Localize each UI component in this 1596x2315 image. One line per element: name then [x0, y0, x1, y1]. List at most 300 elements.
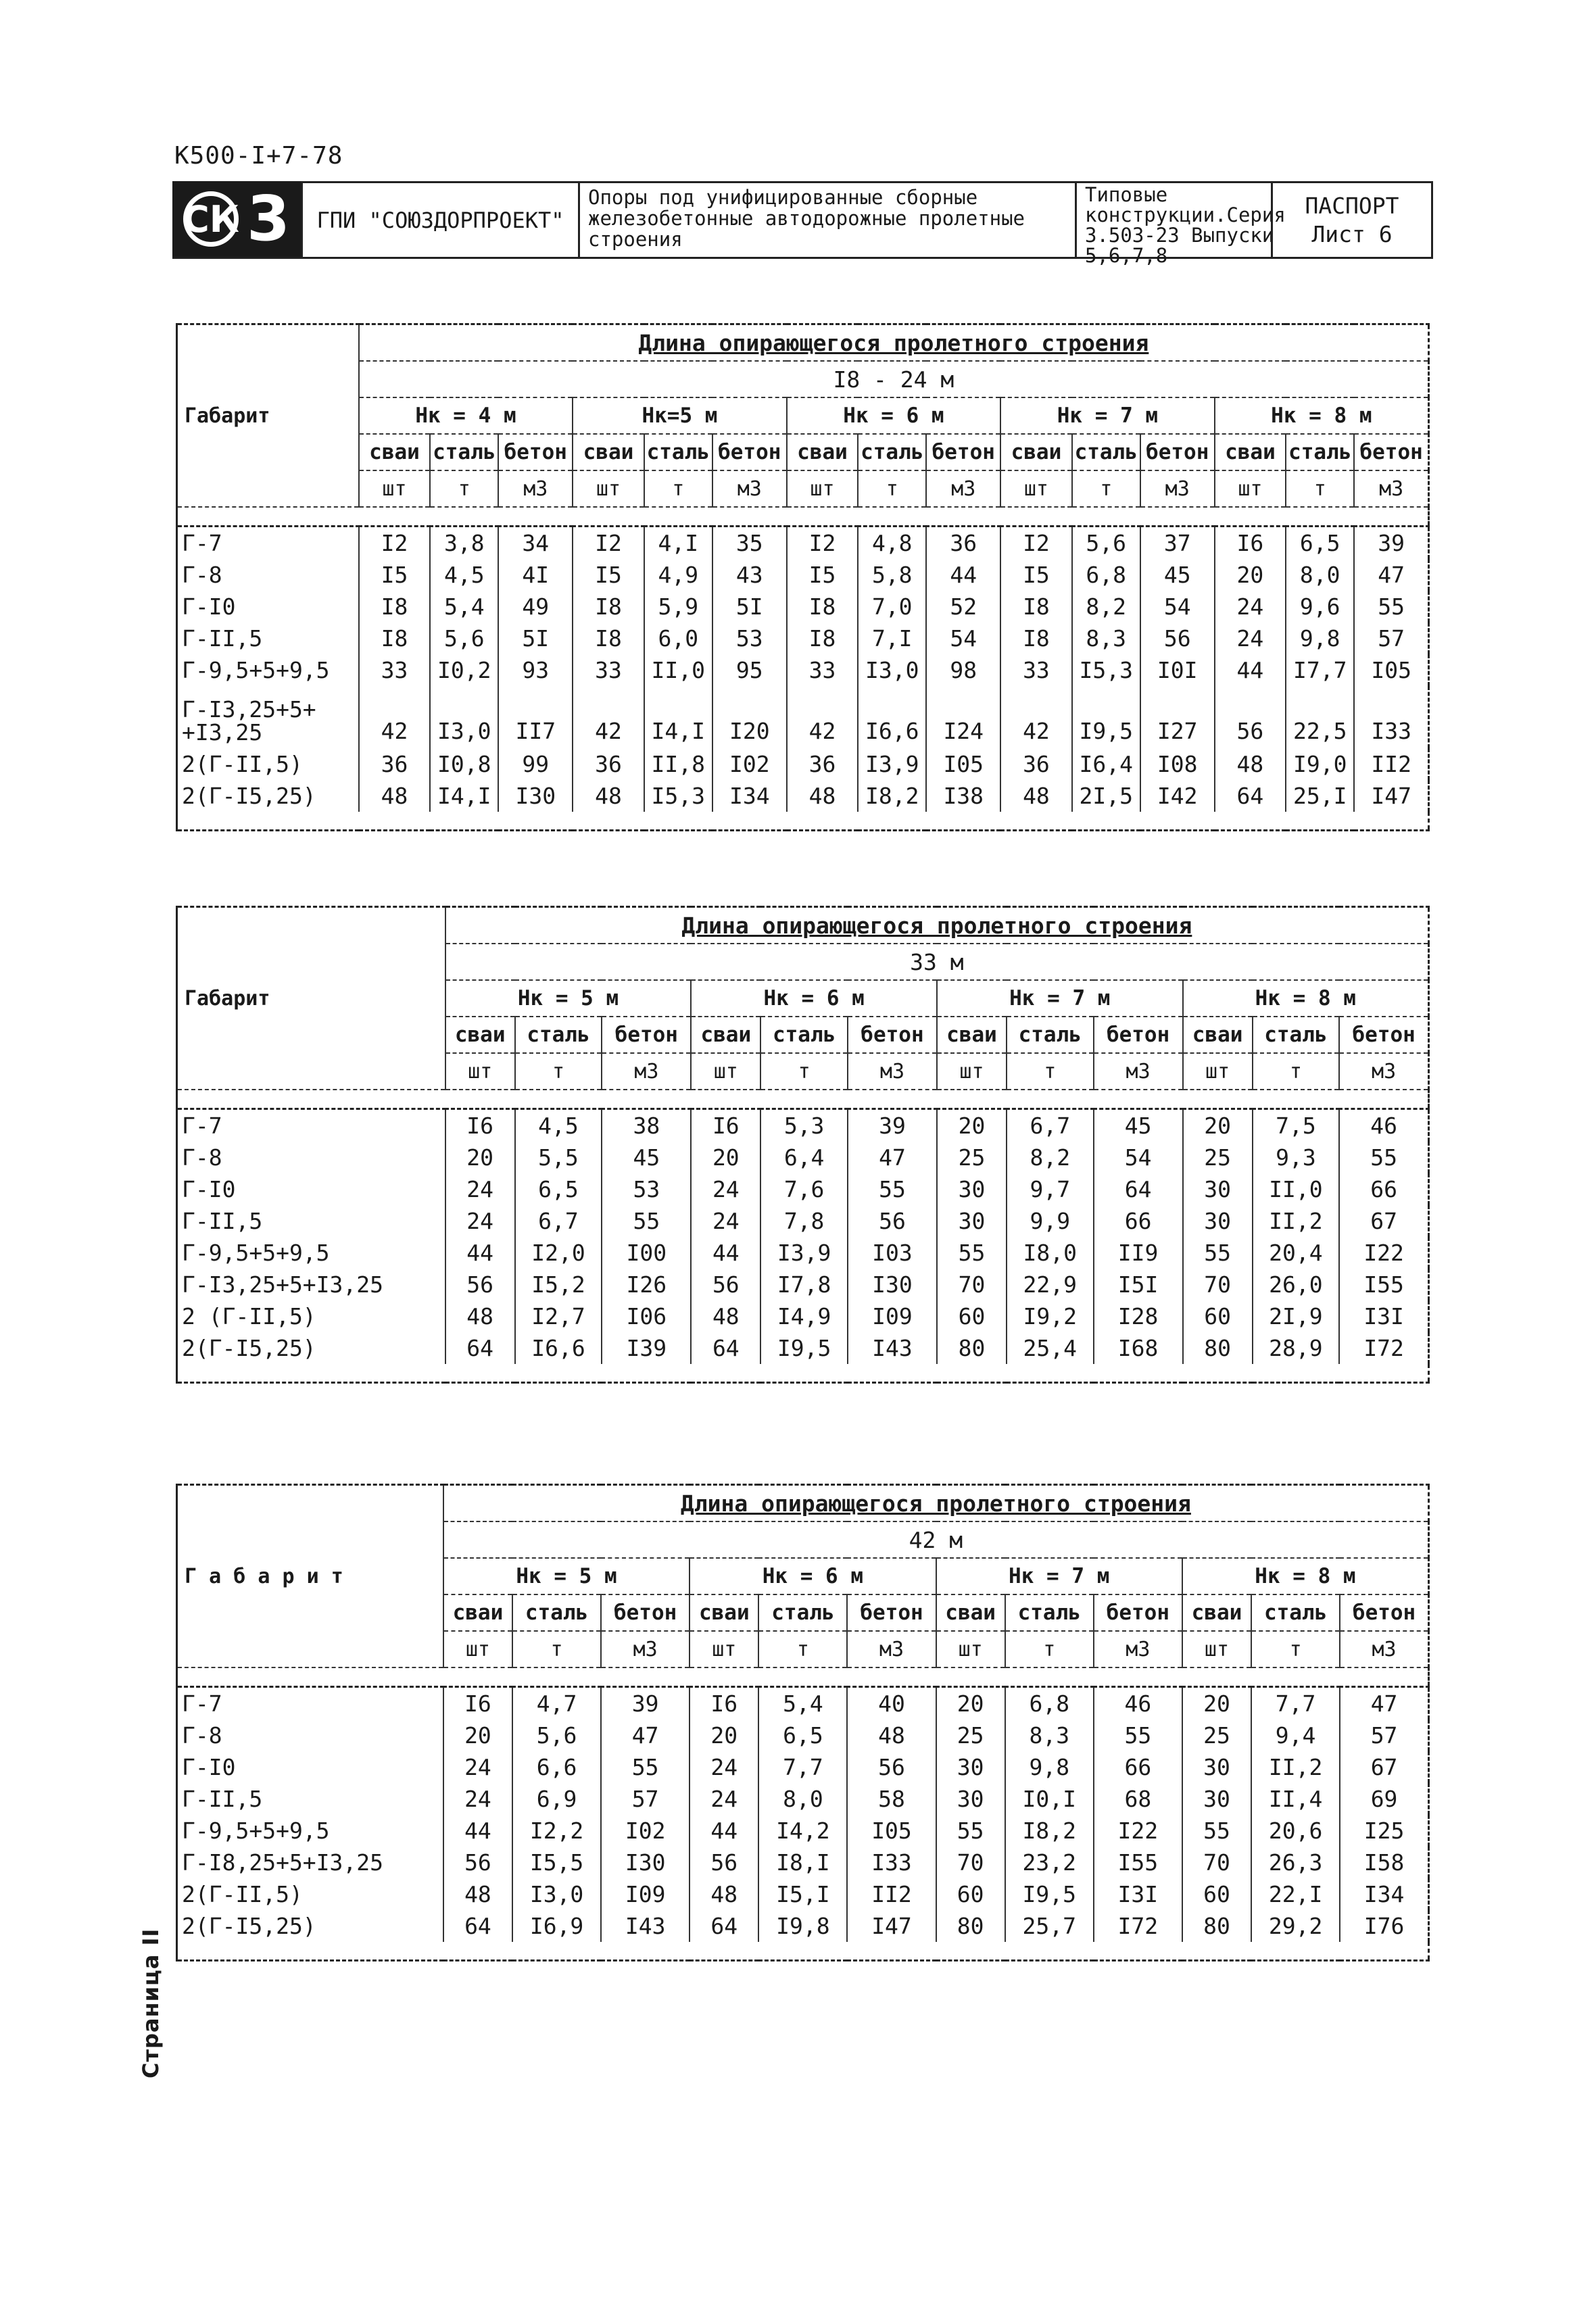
gabarit-name: Г-9,5+5+9,5	[177, 654, 359, 686]
value-cell: 48	[690, 1878, 758, 1910]
value-cell: I8,0	[1007, 1237, 1094, 1269]
value-cell: I9,2	[1007, 1300, 1094, 1332]
column-unit: м3	[1094, 1631, 1182, 1667]
value-cell: I33	[847, 1847, 936, 1878]
value-cell: 44	[690, 1815, 758, 1847]
value-cell: I55	[1094, 1847, 1182, 1878]
logo-letters: СК	[183, 191, 239, 247]
value-cell: I5,3	[644, 780, 712, 812]
value-cell: I3I	[1094, 1878, 1182, 1910]
value-cell: 56	[443, 1847, 512, 1878]
value-cell: I27	[1140, 686, 1215, 748]
value-cell: 8,2	[1007, 1142, 1094, 1173]
value-cell: 20	[691, 1142, 760, 1173]
value-cell: II,2	[1253, 1205, 1340, 1237]
value-cell: 57	[601, 1783, 690, 1815]
value-cell: 60	[1182, 1878, 1251, 1910]
value-cell: I4,I	[644, 686, 712, 748]
column-unit: шт	[787, 470, 859, 507]
value-cell: I26	[602, 1269, 691, 1300]
column-unit: т	[858, 470, 926, 507]
value-cell: 56	[445, 1269, 515, 1300]
value-cell: 30	[1182, 1751, 1251, 1783]
value-cell: 24	[1215, 623, 1286, 654]
gabarit-name: Г-9,5+5+9,5	[177, 1815, 443, 1847]
gabarit-name: Г-I3,25+5+I3,25	[177, 1269, 445, 1300]
value-cell: 66	[1094, 1751, 1182, 1783]
value-cell: 55	[848, 1173, 937, 1205]
value-cell: I72	[1094, 1910, 1182, 1942]
value-cell: 20	[1215, 559, 1286, 591]
column-unit: шт	[1183, 1053, 1253, 1090]
table-row	[177, 1300, 1429, 1332]
value-cell: 70	[937, 1269, 1007, 1300]
value-cell: 24	[445, 1205, 515, 1237]
value-cell: 56	[690, 1847, 758, 1878]
column-name: сваи	[787, 434, 859, 470]
column-name: сваи	[937, 1017, 1007, 1053]
value-cell: 53	[602, 1173, 691, 1205]
value-cell: I09	[848, 1300, 937, 1332]
value-cell: I06	[602, 1300, 691, 1332]
column-unit: шт	[937, 1053, 1007, 1090]
value-cell: 2I,9	[1253, 1300, 1340, 1332]
value-cell: 5,3	[760, 1109, 848, 1142]
value-cell: I8	[359, 623, 431, 654]
value-cell: I43	[848, 1332, 937, 1364]
column-unit: т	[758, 1631, 847, 1667]
value-cell: 9,6	[1286, 591, 1354, 623]
gabarit-name: Г-7	[177, 527, 359, 560]
value-cell: 56	[847, 1751, 936, 1783]
value-cell: 22,9	[1007, 1269, 1094, 1300]
value-cell: 48	[573, 780, 644, 812]
column-unit: шт	[443, 1631, 512, 1667]
value-cell: 45	[602, 1142, 691, 1173]
value-cell: 20,6	[1251, 1815, 1340, 1847]
span-title: Длина опирающегося пролетного строения	[359, 324, 1429, 362]
value-cell: 66	[1339, 1173, 1428, 1205]
organization-name: ГПИ "СОЮЗДОРПРОЕКТ"	[301, 183, 578, 257]
value-cell: I02	[601, 1815, 690, 1847]
value-cell: 68	[1094, 1783, 1182, 1815]
spacer-cell	[177, 1364, 1429, 1383]
value-cell: 36	[926, 527, 1000, 560]
value-cell: 33	[787, 654, 859, 686]
value-cell: 20	[1183, 1109, 1253, 1142]
value-cell: I0,2	[430, 654, 498, 686]
value-cell: I05	[847, 1815, 936, 1847]
value-cell: 58	[847, 1783, 936, 1815]
gabarit-name: Г-II,5	[177, 1783, 443, 1815]
value-cell: 36	[573, 748, 644, 780]
value-cell: I24	[926, 686, 1000, 748]
value-cell: I8,2	[1005, 1815, 1094, 1847]
value-cell: 80	[1183, 1332, 1253, 1364]
value-cell: 42	[573, 686, 644, 748]
gabarit-header: Г а б а р и т	[177, 1485, 443, 1668]
value-cell: I72	[1339, 1332, 1428, 1364]
value-cell: I5,5	[512, 1847, 601, 1878]
gabarit-name: Г-I3,25+5+ +I3,25	[177, 686, 359, 748]
table-row	[177, 1237, 1429, 1269]
value-cell: 24	[443, 1783, 512, 1815]
column-unit: м3	[498, 470, 573, 507]
column-unit: м3	[1140, 470, 1215, 507]
column-unit: м3	[601, 1631, 690, 1667]
value-cell: 38	[602, 1109, 691, 1142]
value-cell: 7,7	[1251, 1687, 1340, 1720]
value-cell: I9,5	[760, 1332, 848, 1364]
value-cell: 39	[1354, 527, 1428, 560]
gabarit-header: Габарит	[177, 907, 445, 1090]
value-cell: 9,7	[1007, 1173, 1094, 1205]
value-cell: II2	[847, 1878, 936, 1910]
table-span-18-24	[176, 323, 1430, 831]
value-cell: 48	[1000, 780, 1072, 812]
spacer-cell	[177, 1090, 1429, 1109]
column-unit: шт	[691, 1053, 760, 1090]
column-unit: м3	[602, 1053, 691, 1090]
value-cell: 9,8	[1286, 623, 1354, 654]
value-cell: 9,8	[1005, 1751, 1094, 1783]
value-cell: 6,7	[1007, 1109, 1094, 1142]
value-cell: 4,5	[430, 559, 498, 591]
value-cell: I30	[601, 1847, 690, 1878]
value-cell: 54	[926, 623, 1000, 654]
value-cell: I05	[1354, 654, 1428, 686]
value-cell: 80	[1182, 1910, 1251, 1942]
value-cell: I55	[1339, 1269, 1428, 1300]
value-cell: I6,6	[515, 1332, 602, 1364]
hk-header: Нк = 6 м	[690, 1558, 936, 1594]
column-name: сталь	[515, 1017, 602, 1053]
column-unit: шт	[1000, 470, 1072, 507]
column-unit: м3	[926, 470, 1000, 507]
table-row	[177, 623, 1429, 654]
value-cell: 6,5	[515, 1173, 602, 1205]
column-name: сталь	[1286, 434, 1354, 470]
span-title: Длина опирающегося пролетного строения	[445, 907, 1429, 944]
value-cell: 30	[936, 1783, 1005, 1815]
value-cell: 47	[848, 1142, 937, 1173]
value-cell: I4,9	[760, 1300, 848, 1332]
column-name: сталь	[758, 1594, 847, 1631]
column-unit: т	[430, 470, 498, 507]
value-cell: 20	[443, 1720, 512, 1751]
column-unit: т	[512, 1631, 601, 1667]
value-cell: 45	[1094, 1109, 1183, 1142]
value-cell: 52	[926, 591, 1000, 623]
value-cell: I9,0	[1286, 748, 1354, 780]
value-cell: 8,0	[1286, 559, 1354, 591]
value-cell: I8,I	[758, 1847, 847, 1878]
value-cell: 22,I	[1251, 1878, 1340, 1910]
value-cell: 7,5	[1253, 1109, 1340, 1142]
value-cell: 8,3	[1005, 1720, 1094, 1751]
value-cell: I9,8	[758, 1910, 847, 1942]
value-cell: 5I	[498, 623, 573, 654]
value-cell: I47	[847, 1910, 936, 1942]
column-unit: т	[1253, 1053, 1340, 1090]
value-cell: 56	[848, 1205, 937, 1237]
value-cell: 55	[602, 1205, 691, 1237]
column-name: сваи	[1183, 1017, 1253, 1053]
value-cell: 6,9	[512, 1783, 601, 1815]
value-cell: I0,8	[430, 748, 498, 780]
value-cell: 25	[936, 1720, 1005, 1751]
value-cell: 60	[937, 1300, 1007, 1332]
value-cell: 24	[445, 1173, 515, 1205]
value-cell: 5,9	[644, 591, 712, 623]
column-unit: м3	[1354, 470, 1428, 507]
value-cell: I2,2	[512, 1815, 601, 1847]
value-cell: 25	[937, 1142, 1007, 1173]
column-unit: м3	[1339, 1053, 1428, 1090]
gabarit-name: 2 (Г-II,5)	[177, 1300, 445, 1332]
value-cell: 70	[1182, 1847, 1251, 1878]
value-cell: 43	[712, 559, 787, 591]
column-name: сталь	[1007, 1017, 1094, 1053]
value-cell: I7,8	[760, 1269, 848, 1300]
sheet-info	[1271, 183, 1431, 257]
value-cell: 57	[1354, 623, 1428, 654]
column-unit: шт	[359, 470, 431, 507]
value-cell: 20	[936, 1687, 1005, 1720]
value-cell: 5,6	[512, 1720, 601, 1751]
value-cell: 98	[926, 654, 1000, 686]
value-cell: 55	[936, 1815, 1005, 1847]
value-cell: 36	[787, 748, 859, 780]
value-cell: 66	[1094, 1205, 1183, 1237]
table-row	[177, 1205, 1429, 1237]
table-span-42	[176, 1484, 1430, 1961]
value-cell: 64	[690, 1910, 758, 1942]
column-name: сталь	[644, 434, 712, 470]
column-name: сваи	[691, 1017, 760, 1053]
value-cell: 99	[498, 748, 573, 780]
value-cell: 55	[1094, 1720, 1182, 1751]
column-name: сваи	[690, 1594, 758, 1631]
value-cell: 44	[1215, 654, 1286, 686]
column-name: бетон	[602, 1017, 691, 1053]
gabarit-name: Г-II,5	[177, 1205, 445, 1237]
gabarit-name: 2(Г-I5,25)	[177, 780, 359, 812]
value-cell: 7,I	[858, 623, 926, 654]
value-cell: I3,0	[858, 654, 926, 686]
value-cell: 6,8	[1072, 559, 1140, 591]
column-name: сталь	[858, 434, 926, 470]
column-unit: т	[760, 1053, 848, 1090]
column-unit: т	[1251, 1631, 1340, 1667]
value-cell: I8	[1000, 623, 1072, 654]
table-row	[177, 686, 1429, 748]
table-row	[177, 748, 1429, 780]
value-cell: 55	[937, 1237, 1007, 1269]
hk-header: Нк = 5 м	[445, 980, 692, 1017]
value-cell: I2	[1000, 527, 1072, 560]
column-unit: т	[1005, 1631, 1094, 1667]
table-row	[177, 1878, 1429, 1910]
value-cell: 47	[1340, 1687, 1428, 1720]
value-cell: II,2	[1251, 1751, 1340, 1783]
value-cell: 28,9	[1253, 1332, 1340, 1364]
column-unit: т	[1007, 1053, 1094, 1090]
value-cell: I42	[1140, 780, 1215, 812]
value-cell: I6	[443, 1687, 512, 1720]
organization-logo	[172, 181, 301, 257]
value-cell: 47	[601, 1720, 690, 1751]
column-unit: м3	[712, 470, 787, 507]
document-description: Опоры под унифицированные сборные железобетонные автодорожные пролетные строения	[578, 183, 1075, 257]
table-row	[177, 1783, 1429, 1815]
column-name: бетон	[712, 434, 787, 470]
value-cell: 55	[1339, 1142, 1428, 1173]
value-cell: I33	[1354, 686, 1428, 748]
value-cell: 95	[712, 654, 787, 686]
value-cell: 55	[1354, 591, 1428, 623]
table-span-33	[176, 906, 1430, 1384]
gabarit-name: 2(Г-II,5)	[177, 748, 359, 780]
column-name: сталь	[430, 434, 498, 470]
column-name: бетон	[926, 434, 1000, 470]
value-cell: I7,7	[1286, 654, 1354, 686]
value-cell: II2	[1354, 748, 1428, 780]
column-name: сваи	[936, 1594, 1005, 1631]
column-name: сваи	[573, 434, 644, 470]
document-type: ПАСПОРТ	[1305, 192, 1399, 219]
value-cell: 8,0	[758, 1783, 847, 1815]
value-cell: 44	[926, 559, 1000, 591]
value-cell: 9,4	[1251, 1720, 1340, 1751]
value-cell: 5I	[712, 591, 787, 623]
column-name: сваи	[1182, 1594, 1251, 1631]
value-cell: I25	[1340, 1815, 1428, 1847]
value-cell: I22	[1094, 1815, 1182, 1847]
span-length: I8 - 24 м	[359, 361, 1429, 397]
hk-header: Нк=5 м	[573, 397, 786, 434]
value-cell: I30	[848, 1269, 937, 1300]
value-cell: 48	[1215, 748, 1286, 780]
hk-header: Нк = 6 м	[691, 980, 937, 1017]
value-cell: I2,0	[515, 1237, 602, 1269]
column-unit: т	[644, 470, 712, 507]
value-cell: 7,6	[760, 1173, 848, 1205]
gabarit-name: 2(Г-I5,25)	[177, 1910, 443, 1942]
value-cell: 5,6	[1072, 527, 1140, 560]
value-cell: 64	[1094, 1173, 1183, 1205]
column-unit: шт	[1215, 470, 1286, 507]
hk-header: Нк = 8 м	[1215, 397, 1429, 434]
span-title: Длина опирающегося пролетного строения	[443, 1485, 1429, 1522]
value-cell: I30	[498, 780, 573, 812]
gabarit-name: Г-8	[177, 1142, 445, 1173]
value-cell: I2	[359, 527, 431, 560]
value-cell: 24	[690, 1783, 758, 1815]
value-cell: 30	[937, 1205, 1007, 1237]
value-cell: I3,0	[512, 1878, 601, 1910]
value-cell: 42	[787, 686, 859, 748]
value-cell: 7,8	[760, 1205, 848, 1237]
value-cell: 22,5	[1286, 686, 1354, 748]
value-cell: 8,2	[1072, 591, 1140, 623]
value-cell: I22	[1339, 1237, 1428, 1269]
column-name: бетон	[847, 1594, 936, 1631]
value-cell: I5	[1000, 559, 1072, 591]
value-cell: 26,3	[1251, 1847, 1340, 1878]
table-row	[177, 780, 1429, 812]
value-cell: 4,5	[515, 1109, 602, 1142]
value-cell: I9,5	[1072, 686, 1140, 748]
column-unit: шт	[1182, 1631, 1251, 1667]
value-cell: 23,2	[1005, 1847, 1094, 1878]
value-cell: I2,7	[515, 1300, 602, 1332]
value-cell: 5,5	[515, 1142, 602, 1173]
value-cell: 6,5	[1286, 527, 1354, 560]
table-row	[177, 654, 1429, 686]
value-cell: I08	[1140, 748, 1215, 780]
value-cell: 3,8	[430, 527, 498, 560]
value-cell: I6,6	[858, 686, 926, 748]
hk-header: Нк = 8 м	[1182, 1558, 1429, 1594]
value-cell: 48	[359, 780, 431, 812]
value-cell: 20	[690, 1720, 758, 1751]
hk-header: Нк = 6 м	[787, 397, 1000, 434]
value-cell: 55	[1182, 1815, 1251, 1847]
value-cell: I8	[787, 623, 859, 654]
table-row	[177, 1142, 1429, 1173]
value-cell: 39	[848, 1109, 937, 1142]
column-unit: шт	[573, 470, 644, 507]
value-cell: 6,4	[760, 1142, 848, 1173]
table-row	[177, 591, 1429, 623]
value-cell: 24	[443, 1751, 512, 1783]
value-cell: 33	[573, 654, 644, 686]
value-cell: I3I	[1339, 1300, 1428, 1332]
value-cell: 64	[443, 1910, 512, 1942]
value-cell: 20	[445, 1142, 515, 1173]
value-cell: 80	[936, 1910, 1005, 1942]
value-cell: 8,3	[1072, 623, 1140, 654]
value-cell: 46	[1094, 1687, 1182, 1720]
value-cell: 30	[1182, 1783, 1251, 1815]
value-cell: 5,8	[858, 559, 926, 591]
table-row	[177, 1910, 1429, 1942]
value-cell: I2	[787, 527, 859, 560]
column-unit: т	[1072, 470, 1140, 507]
value-cell: II9	[1094, 1237, 1183, 1269]
value-cell: 4,8	[858, 527, 926, 560]
value-cell: I47	[1354, 780, 1428, 812]
value-cell: 5,4	[758, 1687, 847, 1720]
value-cell: 6,8	[1005, 1687, 1094, 1720]
value-cell: I8	[359, 591, 431, 623]
table-row	[177, 1687, 1429, 1720]
value-cell: I5,I	[758, 1878, 847, 1910]
table-row	[177, 1815, 1429, 1847]
value-cell: 55	[1183, 1237, 1253, 1269]
table-row	[177, 527, 1429, 560]
value-cell: 57	[1340, 1720, 1428, 1751]
value-cell: 9,3	[1253, 1142, 1340, 1173]
value-cell: 29,2	[1251, 1910, 1340, 1942]
value-cell: 80	[937, 1332, 1007, 1364]
value-cell: 48	[787, 780, 859, 812]
value-cell: I34	[712, 780, 787, 812]
gabarit-name: Г-I0	[177, 591, 359, 623]
value-cell: 46	[1339, 1109, 1428, 1142]
value-cell: 24	[690, 1751, 758, 1783]
